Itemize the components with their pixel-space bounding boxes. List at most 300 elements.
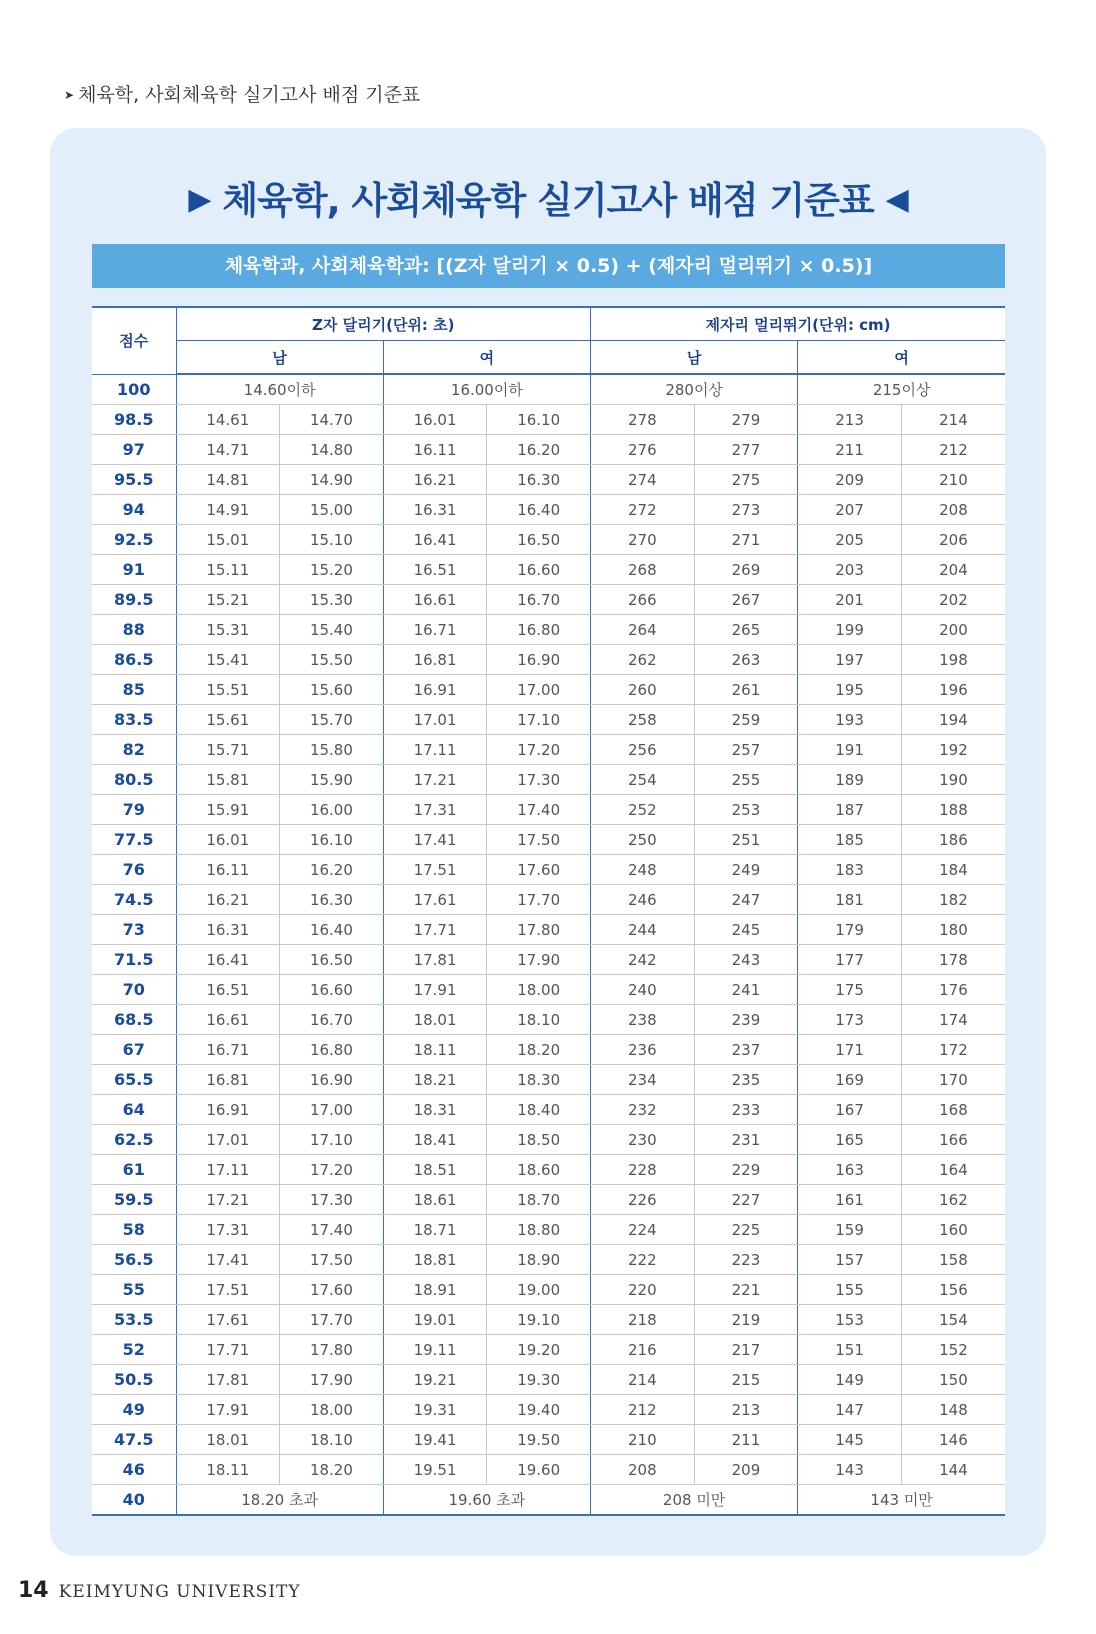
- table-cell: 193: [798, 705, 902, 735]
- table-cell: 17.51: [176, 1275, 280, 1305]
- table-row: [92, 975, 1005, 1005]
- table-cell: 167: [798, 1095, 902, 1125]
- table-cell: 19.60 초과: [383, 1485, 590, 1516]
- table-row: [92, 1155, 1005, 1185]
- table-cell: 18.00: [280, 1395, 384, 1425]
- table-cell: 16.61: [383, 585, 487, 615]
- table-cell: 195: [798, 675, 902, 705]
- table-cell: 157: [798, 1245, 902, 1275]
- table-cell: 17.21: [383, 765, 487, 795]
- table-cell: 159: [798, 1215, 902, 1245]
- table-cell: 194: [901, 705, 1005, 735]
- table-cell: 227: [694, 1185, 798, 1215]
- table-row: [92, 1305, 1005, 1335]
- table-cell: 16.00: [280, 795, 384, 825]
- table-cell: 18.20 초과: [176, 1485, 383, 1516]
- table-row: [92, 735, 1005, 765]
- table-cell: 254: [591, 765, 695, 795]
- table-cell: 207: [798, 495, 902, 525]
- table-cell: 17.60: [487, 855, 591, 885]
- table-row: [92, 885, 1005, 915]
- table-row: [92, 765, 1005, 795]
- table-cell: 176: [901, 975, 1005, 1005]
- table-cell: 17.90: [487, 945, 591, 975]
- long-jump-header: 제자리 멀리뛰기(단위: cm): [591, 307, 1006, 341]
- table-cell: 175: [798, 975, 902, 1005]
- z-run-header: Z자 달리기(단위: 초): [176, 307, 591, 341]
- arrow-icon: ➤: [64, 88, 75, 102]
- table-cell: 252: [591, 795, 695, 825]
- table-cell: 17.60: [280, 1275, 384, 1305]
- table-cell: 18.20: [487, 1035, 591, 1065]
- table-cell: 242: [591, 945, 695, 975]
- table-cell: 187: [798, 795, 902, 825]
- table-cell: 17.01: [383, 705, 487, 735]
- table-cell: 163: [798, 1155, 902, 1185]
- table-cell: 18.11: [383, 1035, 487, 1065]
- table-cell: 18.70: [487, 1185, 591, 1215]
- table-cell: 162: [901, 1185, 1005, 1215]
- table-cell: 19.10: [487, 1305, 591, 1335]
- table-cell: 220: [591, 1275, 695, 1305]
- table-cell: 229: [694, 1155, 798, 1185]
- table-cell: 177: [798, 945, 902, 975]
- table-cell: 233: [694, 1095, 798, 1125]
- score-cell: 80.5: [92, 765, 176, 795]
- table-cell: 18.20: [280, 1455, 384, 1485]
- university-name: KEIMYUNG UNIVERSITY: [58, 1582, 301, 1602]
- table-cell: 17.91: [383, 975, 487, 1005]
- score-cell: 77.5: [92, 825, 176, 855]
- table-cell: 272: [591, 495, 695, 525]
- table-cell: 160: [901, 1215, 1005, 1245]
- table-cell: 18.60: [487, 1155, 591, 1185]
- table-cell: 16.10: [487, 405, 591, 435]
- table-cell: 189: [798, 765, 902, 795]
- score-cell: 50.5: [92, 1365, 176, 1395]
- table-cell: 19.30: [487, 1365, 591, 1395]
- table-cell: 16.41: [383, 525, 487, 555]
- table-cell: 17.90: [280, 1365, 384, 1395]
- table-cell: 185: [798, 825, 902, 855]
- table-cell: 216: [591, 1335, 695, 1365]
- table-cell: 164: [901, 1155, 1005, 1185]
- table-cell: 16.71: [383, 615, 487, 645]
- table-cell: 263: [694, 645, 798, 675]
- table-cell: 16.31: [176, 915, 280, 945]
- table-cell: 147: [798, 1395, 902, 1425]
- table-cell: 14.90: [280, 465, 384, 495]
- score-cell: 49: [92, 1395, 176, 1425]
- z-run-female-header: 여: [383, 341, 590, 375]
- table-cell: 17.80: [280, 1335, 384, 1365]
- table-cell: 273: [694, 495, 798, 525]
- score-cell: 62.5: [92, 1125, 176, 1155]
- table-cell: 19.00: [487, 1275, 591, 1305]
- table-row: [92, 1335, 1005, 1365]
- table-cell: 143 미만: [798, 1485, 1005, 1516]
- table-cell: 14.70: [280, 405, 384, 435]
- table-cell: 17.11: [176, 1155, 280, 1185]
- table-cell: 16.11: [176, 855, 280, 885]
- table-cell: 255: [694, 765, 798, 795]
- table-cell: 225: [694, 1215, 798, 1245]
- table-cell: 203: [798, 555, 902, 585]
- table-cell: 209: [798, 465, 902, 495]
- score-cell: 56.5: [92, 1245, 176, 1275]
- score-cell: 100: [92, 374, 176, 405]
- table-cell: 17.11: [383, 735, 487, 765]
- table-cell: 274: [591, 465, 695, 495]
- table-cell: 18.01: [176, 1425, 280, 1455]
- table-cell: 260: [591, 675, 695, 705]
- table-row: [92, 1395, 1005, 1425]
- table-cell: 16.20: [487, 435, 591, 465]
- table-cell: 18.11: [176, 1455, 280, 1485]
- table-cell: 253: [694, 795, 798, 825]
- table-cell: 278: [591, 405, 695, 435]
- table-cell: 266: [591, 585, 695, 615]
- table-cell: 16.01: [383, 405, 487, 435]
- score-cell: 97: [92, 435, 176, 465]
- table-cell: 256: [591, 735, 695, 765]
- table-cell: 15.20: [280, 555, 384, 585]
- score-table-body: [92, 374, 1005, 1515]
- table-cell: 15.80: [280, 735, 384, 765]
- table-cell: 16.70: [280, 1005, 384, 1035]
- table-cell: 15.10: [280, 525, 384, 555]
- table-cell: 145: [798, 1425, 902, 1455]
- table-cell: 237: [694, 1035, 798, 1065]
- table-cell: 178: [901, 945, 1005, 975]
- table-cell: 208: [901, 495, 1005, 525]
- score-cell: 92.5: [92, 525, 176, 555]
- table-cell: 146: [901, 1425, 1005, 1455]
- table-cell: 18.00: [487, 975, 591, 1005]
- table-cell: 247: [694, 885, 798, 915]
- table-cell: 171: [798, 1035, 902, 1065]
- table-cell: 169: [798, 1065, 902, 1095]
- table-cell: 16.80: [487, 615, 591, 645]
- score-cell: 85: [92, 675, 176, 705]
- table-cell: 16.81: [383, 645, 487, 675]
- table-cell: 19.41: [383, 1425, 487, 1455]
- table-cell: 213: [798, 405, 902, 435]
- table-cell: 16.70: [487, 585, 591, 615]
- table-cell: 15.61: [176, 705, 280, 735]
- table-cell: 18.40: [487, 1095, 591, 1125]
- table-cell: 18.90: [487, 1245, 591, 1275]
- table-cell: 17.31: [383, 795, 487, 825]
- table-cell: 17.00: [487, 675, 591, 705]
- table-cell: 243: [694, 945, 798, 975]
- table-cell: 15.21: [176, 585, 280, 615]
- table-row: [92, 495, 1005, 525]
- table-cell: 17.50: [280, 1245, 384, 1275]
- table-row: [92, 915, 1005, 945]
- table-cell: 186: [901, 825, 1005, 855]
- table-row: [92, 645, 1005, 675]
- table-cell: 16.21: [383, 465, 487, 495]
- table-cell: 14.80: [280, 435, 384, 465]
- table-cell: 14.91: [176, 495, 280, 525]
- table-cell: 197: [798, 645, 902, 675]
- table-cell: 17.30: [280, 1185, 384, 1215]
- page-footer: [18, 1578, 301, 1603]
- table-cell: 234: [591, 1065, 695, 1095]
- table-cell: 14.60이하: [176, 374, 383, 405]
- table-cell: 17.20: [487, 735, 591, 765]
- table-cell: 150: [901, 1365, 1005, 1395]
- content-panel: [50, 128, 1046, 1556]
- table-cell: 18.71: [383, 1215, 487, 1245]
- table-row: [92, 1245, 1005, 1275]
- table-cell: 18.10: [280, 1425, 384, 1455]
- table-cell: 17.71: [176, 1335, 280, 1365]
- table-row: [92, 1005, 1005, 1035]
- score-cell: 67: [92, 1035, 176, 1065]
- table-cell: 16.31: [383, 495, 487, 525]
- table-cell: 249: [694, 855, 798, 885]
- table-cell: 17.01: [176, 1125, 280, 1155]
- score-cell: 79: [92, 795, 176, 825]
- breadcrumb: [64, 80, 420, 107]
- table-cell: 170: [901, 1065, 1005, 1095]
- table-cell: 19.51: [383, 1455, 487, 1485]
- table-cell: 16.60: [280, 975, 384, 1005]
- table-cell: 215: [694, 1365, 798, 1395]
- score-cell: 46: [92, 1455, 176, 1485]
- table-cell: 19.40: [487, 1395, 591, 1425]
- table-cell: 240: [591, 975, 695, 1005]
- table-cell: 15.30: [280, 585, 384, 615]
- table-row: [92, 1425, 1005, 1455]
- table-cell: 18.31: [383, 1095, 487, 1125]
- table-cell: 275: [694, 465, 798, 495]
- table-cell: 181: [798, 885, 902, 915]
- table-cell: 15.90: [280, 765, 384, 795]
- table-cell: 232: [591, 1095, 695, 1125]
- table-cell: 15.40: [280, 615, 384, 645]
- score-cell: 88: [92, 615, 176, 645]
- table-row: [92, 675, 1005, 705]
- table-cell: 16.80: [280, 1035, 384, 1065]
- table-cell: 202: [901, 585, 1005, 615]
- table-cell: 271: [694, 525, 798, 555]
- score-cell: 94: [92, 495, 176, 525]
- score-table: [92, 306, 1005, 1516]
- table-cell: 172: [901, 1035, 1005, 1065]
- table-cell: 16.41: [176, 945, 280, 975]
- table-cell: 16.51: [176, 975, 280, 1005]
- table-cell: 154: [901, 1305, 1005, 1335]
- score-cell: 52: [92, 1335, 176, 1365]
- table-cell: 16.90: [280, 1065, 384, 1095]
- score-header: 점수: [92, 307, 176, 374]
- table-cell: 18.30: [487, 1065, 591, 1095]
- table-cell: 14.71: [176, 435, 280, 465]
- score-cell: 47.5: [92, 1425, 176, 1455]
- table-cell: 158: [901, 1245, 1005, 1275]
- score-cell: 86.5: [92, 645, 176, 675]
- title-text: 체육학, 사회체육학 실기고사 배점 기준표: [222, 179, 874, 222]
- score-cell: 95.5: [92, 465, 176, 495]
- table-cell: 18.51: [383, 1155, 487, 1185]
- table-cell: 223: [694, 1245, 798, 1275]
- table-cell: 16.60: [487, 555, 591, 585]
- table-cell: 217: [694, 1335, 798, 1365]
- table-cell: 16.11: [383, 435, 487, 465]
- table-cell: 198: [901, 645, 1005, 675]
- table-row: [92, 374, 1005, 405]
- table-cell: 17.81: [383, 945, 487, 975]
- table-row: [92, 1065, 1005, 1095]
- table-cell: 15.31: [176, 615, 280, 645]
- table-cell: 16.20: [280, 855, 384, 885]
- table-cell: 15.11: [176, 555, 280, 585]
- table-cell: 16.91: [176, 1095, 280, 1125]
- table-cell: 264: [591, 615, 695, 645]
- table-cell: 16.71: [176, 1035, 280, 1065]
- table-row: [92, 825, 1005, 855]
- table-row: [92, 585, 1005, 615]
- table-cell: 174: [901, 1005, 1005, 1035]
- table-cell: 228: [591, 1155, 695, 1185]
- table-cell: 17.70: [280, 1305, 384, 1335]
- table-cell: 224: [591, 1215, 695, 1245]
- table-cell: 219: [694, 1305, 798, 1335]
- table-cell: 196: [901, 675, 1005, 705]
- table-cell: 15.81: [176, 765, 280, 795]
- score-cell: 61: [92, 1155, 176, 1185]
- table-cell: 17.41: [176, 1245, 280, 1275]
- table-cell: 214: [591, 1365, 695, 1395]
- table-cell: 19.50: [487, 1425, 591, 1455]
- score-cell: 71.5: [92, 945, 176, 975]
- score-cell: 68.5: [92, 1005, 176, 1035]
- table-cell: 18.10: [487, 1005, 591, 1035]
- table-cell: 258: [591, 705, 695, 735]
- table-cell: 168: [901, 1095, 1005, 1125]
- table-cell: 16.50: [487, 525, 591, 555]
- table-cell: 251: [694, 825, 798, 855]
- table-cell: 192: [901, 735, 1005, 765]
- table-cell: 179: [798, 915, 902, 945]
- table-cell: 17.21: [176, 1185, 280, 1215]
- table-row: [92, 1215, 1005, 1245]
- table-row: [92, 525, 1005, 555]
- table-cell: 17.71: [383, 915, 487, 945]
- table-cell: 17.51: [383, 855, 487, 885]
- table-cell: 221: [694, 1275, 798, 1305]
- long-jump-male-header: 남: [591, 341, 798, 375]
- table-row: [92, 795, 1005, 825]
- table-cell: 16.40: [487, 495, 591, 525]
- table-cell: 18.61: [383, 1185, 487, 1215]
- table-cell: 204: [901, 555, 1005, 585]
- table-cell: 191: [798, 735, 902, 765]
- table-cell: 17.10: [487, 705, 591, 735]
- table-cell: 213: [694, 1395, 798, 1425]
- score-cell: 83.5: [92, 705, 176, 735]
- table-cell: 206: [901, 525, 1005, 555]
- table-cell: 218: [591, 1305, 695, 1335]
- score-cell: 70: [92, 975, 176, 1005]
- table-cell: 17.40: [487, 795, 591, 825]
- table-cell: 261: [694, 675, 798, 705]
- formula-banner: 체육학과, 사회체육학과: [(Z자 달리기 × 0.5) + (제자리 멀리뛰기 × 0.5)]: [92, 244, 1005, 288]
- table-cell: 183: [798, 855, 902, 885]
- table-cell: 19.01: [383, 1305, 487, 1335]
- table-cell: 149: [798, 1365, 902, 1395]
- table-cell: 277: [694, 435, 798, 465]
- table-cell: 276: [591, 435, 695, 465]
- table-cell: 17.30: [487, 765, 591, 795]
- score-cell: 53.5: [92, 1305, 176, 1335]
- table-cell: 259: [694, 705, 798, 735]
- table-cell: 17.70: [487, 885, 591, 915]
- table-cell: 226: [591, 1185, 695, 1215]
- table-cell: 245: [694, 915, 798, 945]
- table-cell: 17.20: [280, 1155, 384, 1185]
- table-cell: 16.61: [176, 1005, 280, 1035]
- table-row: [92, 1275, 1005, 1305]
- table-cell: 235: [694, 1065, 798, 1095]
- table-cell: 19.11: [383, 1335, 487, 1365]
- breadcrumb-text: 체육학, 사회체육학 실기고사 배점 기준표: [78, 84, 421, 106]
- table-cell: 16.91: [383, 675, 487, 705]
- table-cell: 166: [901, 1125, 1005, 1155]
- table-cell: 190: [901, 765, 1005, 795]
- table-row: [92, 945, 1005, 975]
- table-cell: 269: [694, 555, 798, 585]
- table-row: [92, 855, 1005, 885]
- table-cell: 17.50: [487, 825, 591, 855]
- table-cell: 15.71: [176, 735, 280, 765]
- table-cell: 15.70: [280, 705, 384, 735]
- table-cell: 265: [694, 615, 798, 645]
- table-cell: 214: [901, 405, 1005, 435]
- table-cell: 211: [798, 435, 902, 465]
- table-cell: 184: [901, 855, 1005, 885]
- table-cell: 19.21: [383, 1365, 487, 1395]
- right-triangle-icon: ▶: [188, 182, 211, 217]
- table-cell: 17.81: [176, 1365, 280, 1395]
- table-cell: 18.21: [383, 1065, 487, 1095]
- table-cell: 246: [591, 885, 695, 915]
- table-cell: 241: [694, 975, 798, 1005]
- left-triangle-icon: ◀: [885, 182, 908, 217]
- table-cell: 16.40: [280, 915, 384, 945]
- table-cell: 210: [591, 1425, 695, 1455]
- table-cell: 14.61: [176, 405, 280, 435]
- score-cell: 98.5: [92, 405, 176, 435]
- table-cell: 15.51: [176, 675, 280, 705]
- table-cell: 239: [694, 1005, 798, 1035]
- table-row: [92, 705, 1005, 735]
- table-cell: 17.61: [176, 1305, 280, 1335]
- page-title: [50, 170, 1046, 224]
- z-run-male-header: 남: [176, 341, 383, 375]
- score-cell: 65.5: [92, 1065, 176, 1095]
- table-cell: 15.50: [280, 645, 384, 675]
- table-cell: 222: [591, 1245, 695, 1275]
- table-cell: 17.41: [383, 825, 487, 855]
- table-cell: 257: [694, 735, 798, 765]
- table-row: [92, 435, 1005, 465]
- table-cell: 215이상: [798, 374, 1005, 405]
- score-cell: 91: [92, 555, 176, 585]
